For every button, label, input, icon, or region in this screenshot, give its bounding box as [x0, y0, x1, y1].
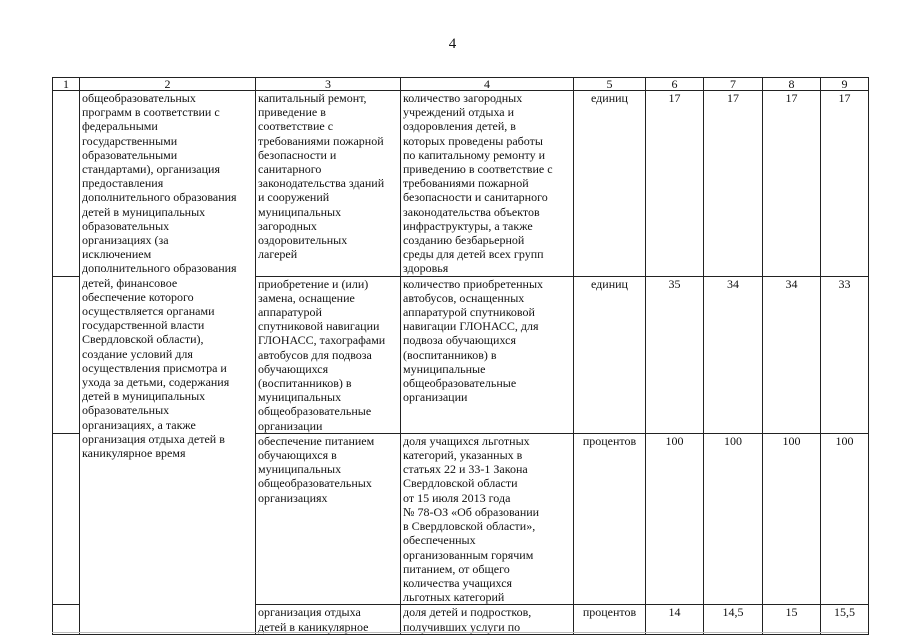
page-bottom-rule [52, 632, 868, 633]
value-cell: 34 [763, 276, 821, 433]
value-cell: 35 [646, 276, 704, 433]
column-number-4: 4 [401, 78, 574, 91]
unit-cell: процентов [574, 433, 646, 604]
value-cell: 14,5 [704, 605, 763, 634]
column-number-3: 3 [256, 78, 401, 91]
unit-cell: процентов [574, 605, 646, 634]
column-number-9: 9 [821, 78, 869, 91]
value-cell: 100 [821, 433, 869, 604]
value-cell: 100 [763, 433, 821, 604]
value-cell: 17 [704, 91, 763, 277]
column-number-2: 2 [80, 78, 256, 91]
table-row [53, 91, 869, 277]
unit-cell: единиц [574, 276, 646, 433]
measure-cell: обеспечение питанием обучающихся в муниципальных общеобразовательных организациях [256, 433, 401, 604]
indicator-cell: доля детей и подростков, получивших услуги по [401, 605, 574, 634]
value-cell: 14 [646, 605, 704, 634]
index-cell [53, 276, 80, 433]
value-cell: 100 [646, 433, 704, 604]
indicator-cell: количество загородных учреждений отдыха и оздоровления детей, в которых проведены работы по капитальному ремонту и приведению в соответствие с требованиями пожарной безопасности и санитарного законодательства объектов инфраструктуры, а также созданию безбарьерной среды для детей всех групп здоровья [401, 91, 574, 277]
value-cell: 34 [704, 276, 763, 433]
value-cell: 15 [763, 605, 821, 634]
index-cell [53, 605, 80, 634]
column-number-5: 5 [574, 78, 646, 91]
indicator-cell: доля учащихся льготных категорий, указанных в статьях 22 и 33-1 Закона Свердловской области от 15 июля 2013 года № 78-ОЗ «Об образовании в Свердловской области», обеспеченных организованным горячим питанием, от общего количества учащихся льготных категорий [401, 433, 574, 604]
value-cell: 15,5 [821, 605, 869, 634]
indicator-cell: количество приобретенных автобусов, оснащенных аппаратурой спутниковой навигации ГЛОНАСС, для подвоза обучающихся (воспитанников) в муниципальные общеобразовательные организации [401, 276, 574, 433]
measure-cell: приобретение и (или) замена, оснащение аппаратурой спутниковой навигации ГЛОНАСС, тахографами автобусов для подвоза обучающихся (воспитанников) в муниципальных общеобразовательные организации [256, 276, 401, 433]
unit-cell: единиц [574, 91, 646, 277]
value-cell: 33 [821, 276, 869, 433]
value-cell: 17 [646, 91, 704, 277]
column-number-6: 6 [646, 78, 704, 91]
column-number-row [53, 78, 869, 91]
value-cell: 17 [821, 91, 869, 277]
measure-cell: организация отдыха детей в каникулярное [256, 605, 401, 634]
column-number-1: 1 [53, 78, 80, 91]
goal-cell: общеобразовательных программ в соответствии с федеральными государственными образовательными стандартами), организация предоставления дополнительного образования детей в муниципальных образовательных организациях (за исключением дополнительного образования детей, финансовое обеспечение которого осуществляется органами государственной власти Свердловской области), создание условий для осуществления присмотра и ухода за детьми, содержания детей в муниципальных образовательных организациях, а также организация отдыха детей в каникулярное время [80, 91, 256, 635]
column-number-7: 7 [704, 78, 763, 91]
value-cell: 17 [763, 91, 821, 277]
measure-cell: капитальный ремонт, приведение в соответствие с требованиями пожарной безопасности и санитарного законодательства зданий и сооружений муниципальных загородных оздоровительных лагерей [256, 91, 401, 277]
column-number-8: 8 [763, 78, 821, 91]
program-indicators-table [52, 77, 869, 635]
value-cell: 100 [704, 433, 763, 604]
index-cell [53, 91, 80, 277]
index-cell [53, 433, 80, 604]
page-number: 4 [448, 36, 457, 52]
